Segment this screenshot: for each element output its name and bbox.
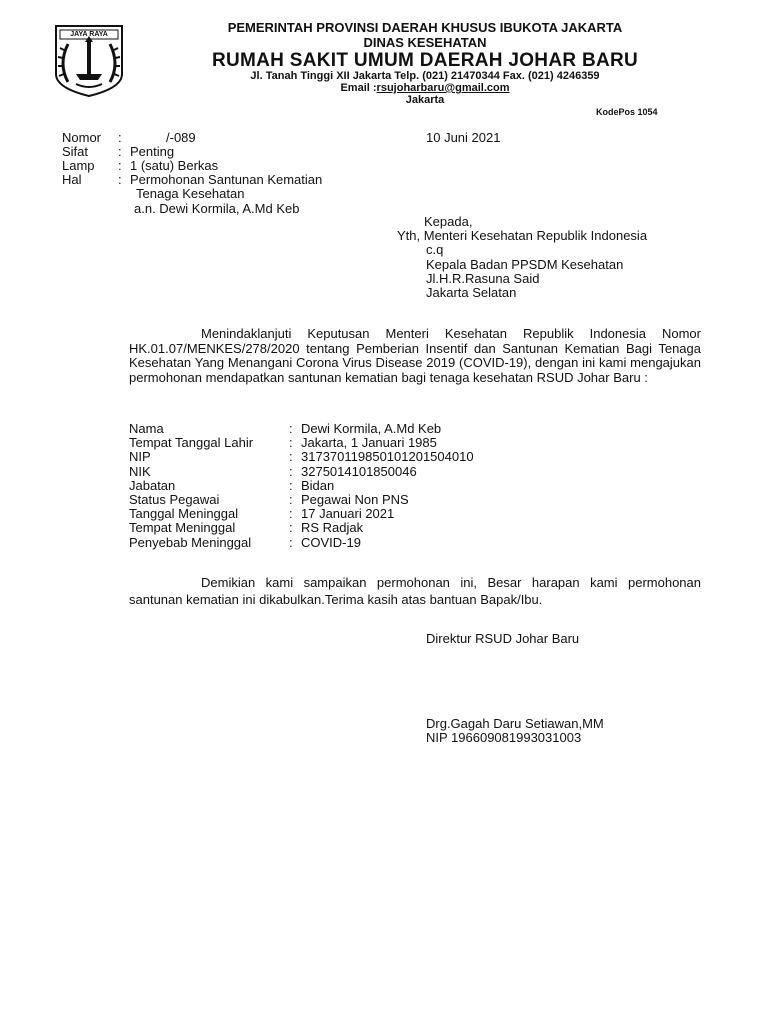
detail-label: Jabatan	[129, 477, 176, 493]
detail-label: Penyebab Meninggal	[129, 534, 252, 550]
detail-value: RS Radjak	[301, 520, 364, 536]
header-address: Jl. Tanah Tinggi XII Jakarta Telp. (021) 21470344 Fax. (021) 4246359	[250, 70, 600, 82]
detail-value: 317370119850101201504010	[301, 449, 474, 465]
email-label: Email :	[340, 82, 377, 94]
para2-text: Demikian kami sampaikan permohonan ini, Besar harapan kami permohonan santunan kematian ini dikabulkan.Terima kasih atas bantuan Bapak/Ibu.	[129, 575, 701, 607]
detail-value: Jakarta, 1 Januari 1985	[301, 435, 437, 451]
signature-nip: NIP 196609081993031003	[426, 730, 582, 745]
header-city: Jakarta	[405, 94, 445, 106]
header-department: DINAS KESEHATAN	[363, 35, 487, 50]
hal-colon: :	[118, 172, 122, 187]
detail-label: Tanggal Meninggal	[129, 506, 239, 522]
hal-line-1: Permohonan Santunan Kematian	[130, 172, 323, 187]
signature-name: Drg.Gagah Daru Setiawan,MM	[426, 716, 604, 731]
detail-colon: :	[289, 435, 293, 451]
email-address: rsujoharbaru@gmail.com	[376, 82, 510, 94]
recipient-kepada: Kepada,	[424, 214, 473, 229]
hal-line-2: Tenaga Kesehatan	[136, 186, 245, 201]
signature-title: Direktur RSUD Johar Baru	[426, 631, 580, 646]
detail-value: 17 Januari 2021	[301, 506, 395, 522]
hal-line-3: a.n. Dewi Kormila, A.Md Keb	[134, 201, 300, 216]
sifat-value: Penting	[130, 144, 175, 159]
body-paragraph-1	[129, 327, 701, 385]
header-government: PEMERINTAH PROVINSI DAERAH KHUSUS IBUKOTA JAKARTA	[227, 20, 623, 35]
recipient-minister: Yth, Menteri Kesehatan Republik Indonesia	[397, 228, 648, 243]
hal-label: Hal	[62, 172, 82, 187]
header-hospital-name: RUMAH SAKIT UMUM DAERAH JOHAR BARU	[211, 50, 639, 71]
lamp-label: Lamp	[62, 158, 95, 173]
detail-colon: :	[289, 492, 293, 507]
detail-label: Tempat Meninggal	[129, 520, 236, 536]
lamp-value: 1 (satu) Berkas	[130, 158, 219, 173]
lamp-colon: :	[118, 158, 122, 173]
dki-emblem-logo	[52, 22, 126, 98]
detail-colon: :	[289, 520, 293, 536]
detail-colon: :	[289, 421, 293, 436]
detail-value: Dewi Kormila, A.Md Keb	[301, 421, 442, 436]
logo-text: JAYA RAYA	[70, 31, 108, 38]
detail-colon: :	[289, 477, 293, 493]
nomor-colon: :	[118, 130, 122, 145]
para1-text: Menindaklanjuti Keputusan Menteri Kesehatan Republik Indonesia Nomor HK.01.07/MENKES/278/2020 tentang Pemberian Insentif dan Santunan Kematian Bagi Tenaga Kesehatan Yang Menangani Corona Virus Disease 2019 (COVID-19), dengan ini kami mengajukan permohonan mendapatkan santunan kematian bagi tenaga kesehatan RSUD Johar Baru :	[129, 326, 701, 385]
detail-colon: :	[289, 534, 293, 550]
detail-value: Pegawai Non PNS	[301, 492, 409, 507]
recipient-city: Jakarta Selatan	[426, 285, 517, 300]
detail-value: Bidan	[301, 477, 335, 493]
detail-label: NIK	[129, 463, 151, 479]
detail-value: COVID-19	[301, 534, 361, 550]
nomor-value: /-089	[166, 130, 196, 145]
detail-colon: :	[289, 449, 293, 465]
recipient-cq: c.q	[426, 242, 444, 257]
recipient-street: Jl.H.R.Rasuna Said	[426, 271, 540, 286]
body-paragraph-2	[129, 574, 701, 608]
recipient-agency: Kepala Badan PPSDM Kesehatan	[426, 257, 624, 272]
sifat-colon: :	[118, 144, 122, 159]
letter-date: 10 Juni 2021	[426, 130, 501, 145]
sifat-label: Sifat	[62, 144, 89, 159]
detail-label: Status Pegawai	[129, 492, 220, 507]
detail-label: Nama	[129, 421, 164, 436]
detail-label: Tempat Tanggal Lahir	[129, 435, 254, 451]
detail-label: NIP	[129, 449, 151, 465]
detail-colon: :	[289, 463, 293, 479]
header-postcode: KodePos 1054	[596, 107, 658, 117]
nomor-label: Nomor	[62, 130, 102, 145]
header-email-line	[130, 82, 720, 94]
detail-value: 3275014101850046	[301, 463, 417, 479]
detail-colon: :	[289, 506, 293, 522]
